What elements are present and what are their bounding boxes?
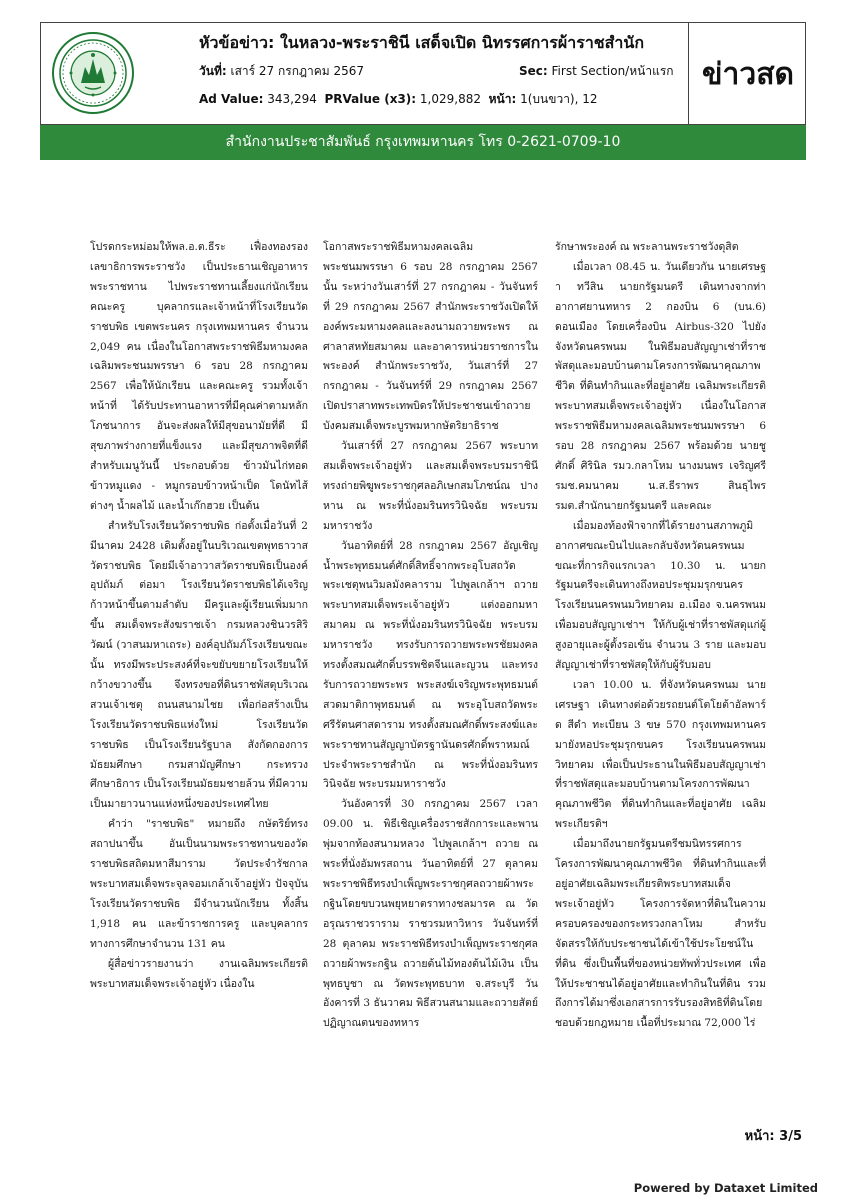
- paragraph: วันอาทิตย์ที่ 28 กรกฎาคม 2567 อัญเชิญน้ำพระพุทธมนต์ศักดิ์สิทธิ์จากพระอุโบสถวัดพระเชตุพนวิมลมังคลาราม ไปพูลเกล้าฯ ถวาย พระบาทสมเด็จพระเจ้าอยู่หัว แต่งออกมหาสมาคม ณ พระที่นั่งอมรินทรวินิจฉัย พระบรมมหาราชวัง ทรงรับการถวายพระพรชัยมงคล ทรงตั้งสมณศักดิ์บรรพชิตจีนและญวน และทรงรับการถวายพระพร พระสงฆ์เจริญพระพุทธมนต์สวดมาติกาพุทธมนต์ ณ พระอุโบสถวัดพระศรีรัตนศาสดาราม ทรงตั้งสมณศักดิ์พระสงฆ์และพระราชทานสัญญาบัตรฐานันดรศักดิ์พราหมณ์ประจำพระราชสำนัก ณ พระที่นั่งอมรินทรวินิจฉัย พระบรมมหาราชวัง: [323, 539, 538, 791]
- clipping-metadata: [199, 31, 687, 127]
- headline-value: ในหลวง-พระราชินี เสด็จเปิด นิทรรศการผ้าราชสำนัก: [279, 33, 645, 52]
- paragraph: คำว่า "ราชบพิธ" หมายถึง กษัตริย์ทรงสถาปนาขึ้น อันเป็นนามพระราชทานของวัดราชบพิธสถิตมหาสีมาราม วัดประจำรัชกาลพระบาทสมเด็จพระจุลจอมเกล้าเจ้าอยู่หัว ปัจจุบันโรงเรียนวัดราชบพิธ มีจำนวนนักเรียน ทั้งสิ้น 1,918 คน และข้าราชการครู และบุคลากรทางการศึกษาจำนวน 131 คน: [90, 818, 308, 950]
- paragraph: วันอังคารที่ 30 กรกฎาคม 2567 เวลา 09.00 น. พิธีเชิญเครื่องราชสักการะและพานพุ่มจากท้องสนามหลวง ไปพูลเกล้าฯ ถวาย ณ พระที่นั่งอัมพรสถาน วันอาทิตย์ที่ 27 ตุลาคม พระราชพิธีทรงบำเพ็ญพระราชกุศลถวายผ้าพระกฐินโดยขบวนพยุหยาตราทางชลมารค ณ วัดอรุณราชวราราม ราชวรมหาวิหาร วันจันทร์ที่ 28 ตุลาคม พระราชพิธีทรงบำเพ็ญพระราชกุศลถวายผ้าพระกฐิน ถวายต้นไม้ทองต้นไม้เงิน เป็นพุทธบูชา ณ วัดพระพุทธบาท จ.สระบุรี วันอังคารที่ 3 ธันวาคม พิธีสวนสนามและถวายสัตย์ปฏิญาณตนของทหาร: [323, 798, 538, 1030]
- date-value: เสาร์ 27 กรกฎาคม 2567: [230, 64, 365, 78]
- paragraph: โอกาสพระราชพิธีมหามงคลเฉลิมพระชนมพรรษา 6 รอบ 28 กรกฎาคม 2567 นั้น ระหว่างวันเสาร์ที่ 27 กรกฎาคม - วันจันทร์ที่ 29 กรกฎาคม 2567 สำนักพระราชวังเปิดให้องค์พระมหามงคลและลงนามถวายพระพร ณ ศาลาสหทัยสมาคม และอาคารหน่วยราชการในพระองค์ สำนักพระราชวัง, วันเสาร์ที่ 27 กรกฎาคม - วันจันทร์ที่ 29 กรกฎาคม 2567 เปิดปราสาทพระเทพบิดรให้ประชาชนเข้าถวายบังคมสมเด็จพระบูรพมหากษัตริยาธิราช: [323, 241, 538, 433]
- paragraph: เมื่อเวลา 08.45 น. วันเดียวกัน นายเศรษฐา ทวีสิน นายกรัฐมนตรี เดินทางจากท่าอากาศยานทหาร 2 กองบิน 6 (บน.6) ดอนเมือง โดยเครื่องบิน Airbus-320 ไปยังจังหวัดนครพนม ในพิธีมอบสัญญาเช่าที่ราชพัสดุและมอบบ้านตามโครงการพัฒนาคุณภาพชีวิต ที่ดินทำกินและที่อยู่อาศัย เฉลิมพระเกียรติพระบาทสมเด็จพระเจ้าอยู่หัว เนื่องในโอกาสพระราชพิธีมหามงคลเฉลิมพระชนมพรรษา 6 รอบ 28 กรกฎาคม 2567 พร้อมด้วย นายชูศักดิ์ ศิรินิล รมว.กลาโหม นางมนพร เจริญศรี รมช.คมนาคม น.ส.ธีราพร สินธุไพร รมต.สำนักนายกรัฐมนตรี และคณะ: [555, 260, 766, 512]
- date-row: [199, 59, 687, 83]
- headline-label: หัวข้อข่าว:: [199, 33, 275, 52]
- bangkok-seal-icon: [51, 31, 135, 115]
- section-label: Sec:: [519, 64, 548, 78]
- paragraph: เมื่อมาถึงนายกรัฐมนตรีชมนิทรรศการโครงการพัฒนาคุณภาพชีวิต ที่ดินทำกินและที่อยู่อาศัยเฉลิมพระเกียรติพระบาทสมเด็จพระเจ้าอยู่หัว โครงการจัดหาที่ดินในความครอบครองของกระทรวงกลาโหม สำหรับจัดสรรให้กับประชาชนได้เข้าใช้ประโยชน์ในที่ดิน ซึ่งเป็นพื้นที่ของหน่วยทัพทั่วประเทศ เพื่อให้ประชาชนได้อยู่อาศัยและทำกินในที่ดิน รวมถึงการได้มาซึ่งเอกสารการรับรองสิทธิที่ดินโดยชอบด้วยกฎหมาย เนื้อที่ประมาณ 72,000 ไร่: [555, 838, 766, 1030]
- publication-name: ข่าวสด: [702, 56, 794, 92]
- page-value: 1(บนขวา), 12: [520, 92, 598, 106]
- headline: [199, 31, 687, 55]
- section-info: [519, 59, 674, 83]
- powered-by: Powered by Dataxet Limited: [633, 1181, 818, 1195]
- paragraph: วันเสาร์ที่ 27 กรกฎาคม 2567 พระบาทสมเด็จพระเจ้าอยู่หัว และสมเด็จพระบรมราชินี ทรงถ่ายพิฆูพระราชกุศลอภิเษกสมโภชน์ณ ปางหาน ณ พระที่นั่งอมรินทรวินิจฉัย พระบรมมหาราชวัง: [323, 440, 538, 532]
- contact-band: สำนักงานประชาสัมพันธ์ กรุงเทพมหานคร โทร 0-2621-0709-10: [40, 125, 806, 160]
- ad-value: 343,294: [267, 92, 317, 106]
- value-row: [199, 87, 687, 111]
- clipping-header: [40, 22, 806, 125]
- article-column-3: [555, 238, 766, 1034]
- ad-value-label: Ad Value:: [199, 92, 264, 106]
- article-column-2: [323, 238, 538, 1034]
- paragraph: เมื่อมองท้องฟ้าจากที่ได้รายงานสภาพภูมิอากาศขณะบินไปและกลับจังหวัดนครพนม ขณะที่การกิจแรกเวลา 10.30 น. นายกรัฐมนตรีจะเดินทางถึงหอประชุมมรุกขนคร โรงเรียนนครพนมวิทยาคม อ.เมือง จ.นครพนม เพื่อมอบสัญญาเช่าฯ ให้กับผู้เช่าที่ราชพัสดุแก่ผู้สูงอายุและผู้ตั้งรอเข้น จำนวน 3 ราย และมอบสัญญาเช่าที่ราชพัสดุให้กับผู้รับมอบ: [555, 519, 766, 672]
- section-value: First Section/หน้าแรก: [551, 64, 674, 78]
- paragraph: โปรดกระหม่อมให้พล.อ.ต.ธีระ เฟื่องทองรองเลขาธิการพระราชวัง เป็นประธานเชิญอาหารพระราชทาน ไปพระราชทานเลี้ยงแก่นักเรียน คณะครู บุคลากรและเจ้าหน้าที่โรงเรียนวัดราชบพิธ เขตพระนคร กรุงเทพมหานคร จำนวน 2,049 คน เนื่องในโอกาสพระราชพิธีมหามงคลเฉลิมพระชนมพรรษา 6 รอบ 28 กรกฎาคม 2567 เพื่อให้นักเรียน และคณะครู รวมทั้งเจ้าหน้าที่ ได้รับประทานอาหารที่มีคุณค่าตามหลักโภชนาการ อันจะส่งผลให้มีสุขอนามัยที่ดี มีสุขภาพร่างกายที่แข็งแรง และมีสุขภาพจิตที่ดี สำหรับเมนูวันนี้ ประกอบด้วย ข้าวมันไก่ทอด ข้าวหมูแดง - หมูกรอบข้าวหน้าเป็ด โดนัทไส้ต่างๆ น้ำผลไม้ และน้ำเก๊กฮวย เป็นต้น: [90, 241, 308, 512]
- paragraph: เวลา 10.00 น. ที่จังหวัดนครพนม นายเศรษฐา เดินทางต่อด้วยรถยนต์โตโยต้าอัลพาร์ด สีดำ ทะเบียน 3 ขษ 570 กรุงเทพมหานคร มายังหอประชุมรุกขนคร โรงเรียนนครพนมวิทยาคม เพื่อเป็นประธานในพิธีมอบสัญญาเช่าที่ราชพัสดุและมอบบ้านตามโครงการพัฒนาคุณภาพชีวิต ที่ดินทำกินและที่อยู่อาศัย เฉลิมพระเกียรติฯ: [555, 678, 766, 831]
- paragraph: รักษาพระองค์ ณ พระลานพระราชวังดุสิต: [555, 241, 739, 253]
- page-label: หน้า:: [488, 92, 517, 106]
- date-label: วันที่:: [199, 64, 227, 78]
- pr-value: 1,029,882: [419, 92, 481, 106]
- article-column-1: [90, 238, 308, 994]
- paragraph: สำหรับโรงเรียนวัดราชบพิธ ก่อตั้งเมื่อวันที่ 2 มีนาคม 2428 เดิมตั้งอยู่ในบริเวณเขตพุทธาวาสวัดราชบพิธ โดยมีเจ้าอาวาสวัดราชบพิธเป็นองค์อุปถัมภ์ ต่อมา โรงเรียนวัดราชบพิธได้เจริญก้าวหน้าขึ้นตามลำดับ มีครูและผู้เรียนเพิ่มมากขึ้น สมเด็จพระสังฆราชเจ้า กรมหลวงชินวรสิริวัฒน์ (วาสนมหาเถระ) องค์อุปถัมภ์โรงเรียนขณะนั้น ทรงมีพระประสงค์ที่จะขยับขยายโรงเรียนให้กว้างขวางขึ้น จึงทรงขอที่ดินราชพัสดุบริเวณสวนเจ้าเชตุ ถนนสนามไชย เพื่อก่อสร้างเป็นโรงเรียนวัดราชบพิธแห่งใหม่ โรงเรียนวัดราชบพิธ เป็นโรงเรียนรัฐบาล สังกัดกองการมัธยมศึกษา กรมสามัญศึกษา กระทรวงศึกษาธิการ เป็นโรงเรียนมัธยมชายล้วน ที่มีความเป็นมายาวนานแห่งหนึ่งของประเทศไทย: [90, 519, 308, 811]
- paragraph: ผู้สื่อข่าวรายงานว่า งานเฉลิมพระเกียรติพระบาทสมเด็จพระเจ้าอยู่หัว เนื่องใน: [90, 957, 308, 990]
- page-number: หน้า: 3/5: [744, 1129, 802, 1144]
- pr-value-label: PRValue (x3):: [324, 92, 417, 106]
- header-divider: [688, 23, 689, 125]
